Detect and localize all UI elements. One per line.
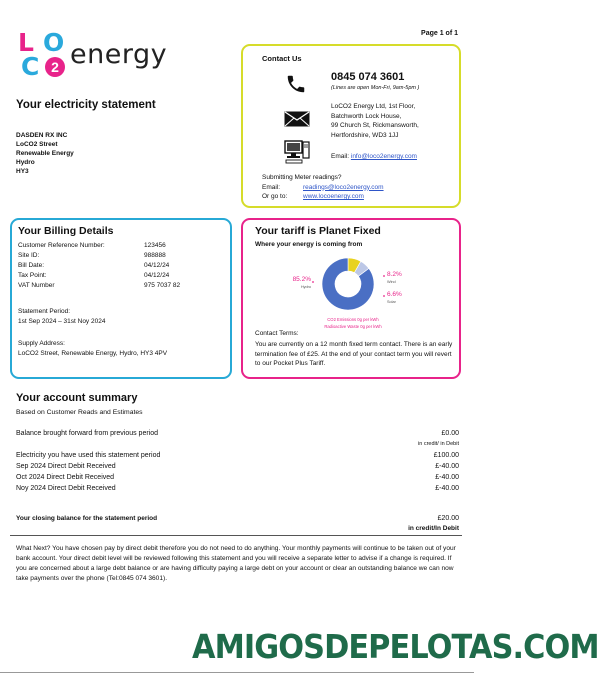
customer-address (16, 131, 74, 176)
billing-row-label: VAT Number (18, 282, 55, 289)
tariff-heading: Your tariff is Planet Fixed (255, 225, 381, 237)
billing-row (18, 281, 180, 291)
address-line: Renewable Energy (16, 150, 74, 157)
terms-text: You are currently on a 12 month fixed term contact. There is an early termination fee of £25. At the end of your contact term you will revert to our Pocket Plus Tariff. (255, 341, 453, 367)
billing-row (18, 261, 180, 271)
row-label: Sep 2024 Direct Debit Received (16, 463, 116, 470)
row-value: £-40.00 (435, 485, 459, 492)
legend-line-co2: CO2 Emissions 0g per kWh (327, 317, 379, 322)
bottom-divider (0, 672, 474, 673)
contact-heading: Contact Us (262, 54, 302, 63)
address-line: LoCO2 Street (16, 141, 58, 148)
billing-row-label: Tax Point: (18, 272, 47, 279)
row-label: Oct 2024 Direct Debit Received (16, 474, 115, 481)
row-label: Electricity you have used this statement period (16, 452, 161, 459)
row-value: £-40.00 (435, 463, 459, 470)
slice-category-hydro: Hydro (300, 285, 311, 289)
row-value: £-40.00 (435, 474, 459, 481)
supply-label: Supply Address: (18, 340, 65, 347)
statement-title: Your electricity statement (16, 99, 156, 111)
tariff-subheading: Where your energy is coming from (255, 241, 363, 248)
contact-phone: 0845 074 3601 (331, 71, 405, 83)
slice-connector-dot (383, 295, 385, 297)
row-note: in credit/ in Debit (418, 441, 459, 447)
tariff-box (241, 218, 461, 379)
company-address-line: 99 Church St, Rickmansworth, (331, 122, 419, 129)
period-value: 1st Sep 2024 – 31st Noy 2024 (18, 318, 106, 325)
phone-icon (285, 73, 307, 95)
logo-letter-o: O (43, 28, 65, 57)
row-label: Noy 2024 Direct Debit Received (16, 485, 116, 492)
energy-mix-donut-chart (283, 252, 423, 332)
legend-line-waste: Radioactive Waste 0g per kWh (324, 324, 382, 329)
account-summary-heading: Your account summary (16, 392, 138, 404)
website-link[interactable]: www.locoenergy.com (303, 193, 364, 200)
billing-row-value: 988888 (144, 252, 166, 259)
computer-icon (284, 139, 310, 165)
contact-box (241, 44, 461, 208)
period-label: Statement Period: (18, 308, 71, 315)
meter-email-link[interactable]: readings@loco2energy.com (303, 183, 384, 191)
row-label: Balance brought forward from previous period (16, 430, 159, 437)
billing-row-label: Site ID: (18, 252, 40, 259)
billing-row-value: 975 7037 82 (144, 282, 181, 289)
slice-connector-dot (383, 275, 385, 277)
billing-row (18, 251, 180, 261)
meter-readings (262, 173, 384, 202)
billing-details-box (10, 218, 232, 379)
slice-label-hydro: 85.2% (292, 276, 311, 283)
billing-heading: Your Billing Details (18, 225, 114, 237)
row-note: in credit/In Debit (408, 525, 459, 532)
slice-category-solar: Solar (387, 300, 396, 304)
row-value: £20.00 (437, 515, 459, 522)
logo-letter-l: L (18, 28, 34, 57)
company-address-line: LoCO2 Energy Ltd, 1st Floor, (331, 103, 416, 110)
supply-value: LoCO2 Street, Renewable Energy, Hydro, HY3 4PV (18, 350, 168, 357)
goto-label: Or go to: (262, 193, 288, 200)
logo-two-badge: 2 (45, 57, 65, 77)
billing-row-label: Bill Date: (18, 262, 45, 269)
billing-row-value: 04/12/24 (144, 272, 170, 279)
company-address-line: Batchworth Lock House, (331, 112, 402, 120)
account-summary-basis: Based on Customer Reads and Estimates (16, 409, 143, 416)
watermark: AMIGOSDEPELOTAS.COM (192, 627, 599, 666)
mail-icon (284, 111, 310, 127)
phone-hours: (Lines are open Mon-Fri, 9am-5pm ) (331, 85, 420, 91)
contact-email-link[interactable]: info@loco2energy.com (350, 153, 417, 160)
supply-address (18, 339, 167, 359)
row-value: £0.00 (441, 430, 459, 437)
section-divider (10, 535, 462, 536)
billing-rows (18, 241, 180, 291)
address-line: HY3 (16, 168, 29, 175)
meter-heading: Submitting Meter readings? (262, 174, 342, 181)
slice-label-solar: 6.6% (387, 291, 402, 298)
what-next-text: What Next? You have chosen pay by direct debit therefore you do not need to do anything. Your monthly payments will continue to be taken out of your bank account. Your direct debit level will be reviewed following this statement and you will receive a separate letter to advise if a change is required. If you are concerned about a large debt balance or are having difficulty paying a large debt on your account or clear an outstanding balance we can now take payments over the phone (Tel:0845 074 3601). (16, 545, 456, 582)
slice-label-wind: 8.2% (387, 271, 402, 278)
company-logo (18, 28, 168, 81)
address-line: Hydro (16, 159, 35, 166)
slice-connector-dot (312, 281, 314, 283)
billing-row-value: 123456 (144, 242, 166, 249)
billing-row (18, 271, 180, 281)
page-number: Page 1 of 1 (421, 30, 458, 37)
slice-category-wind: Wind (387, 280, 396, 284)
terms-label: Contact Terms: (255, 330, 299, 337)
meter-email-label: Email: (262, 183, 281, 191)
email-label: Email: (331, 153, 351, 160)
billing-row-value: 04/12/24 (144, 262, 170, 269)
row-value: £100.00 (433, 452, 459, 459)
company-address (331, 102, 419, 140)
logo-wordmark: energy (70, 39, 168, 70)
billing-row-label: Customer Reference Number: (18, 242, 105, 249)
company-address-line: Hertfordshire, WD3 1JJ (331, 131, 399, 139)
statement-period (18, 307, 105, 327)
contact-email-line (331, 153, 417, 161)
address-line: DASDEN RX INC (16, 132, 68, 139)
billing-row (18, 241, 180, 251)
logo-letter-c: C (21, 52, 40, 81)
row-label: Your closing balance for the statement period (16, 515, 158, 522)
